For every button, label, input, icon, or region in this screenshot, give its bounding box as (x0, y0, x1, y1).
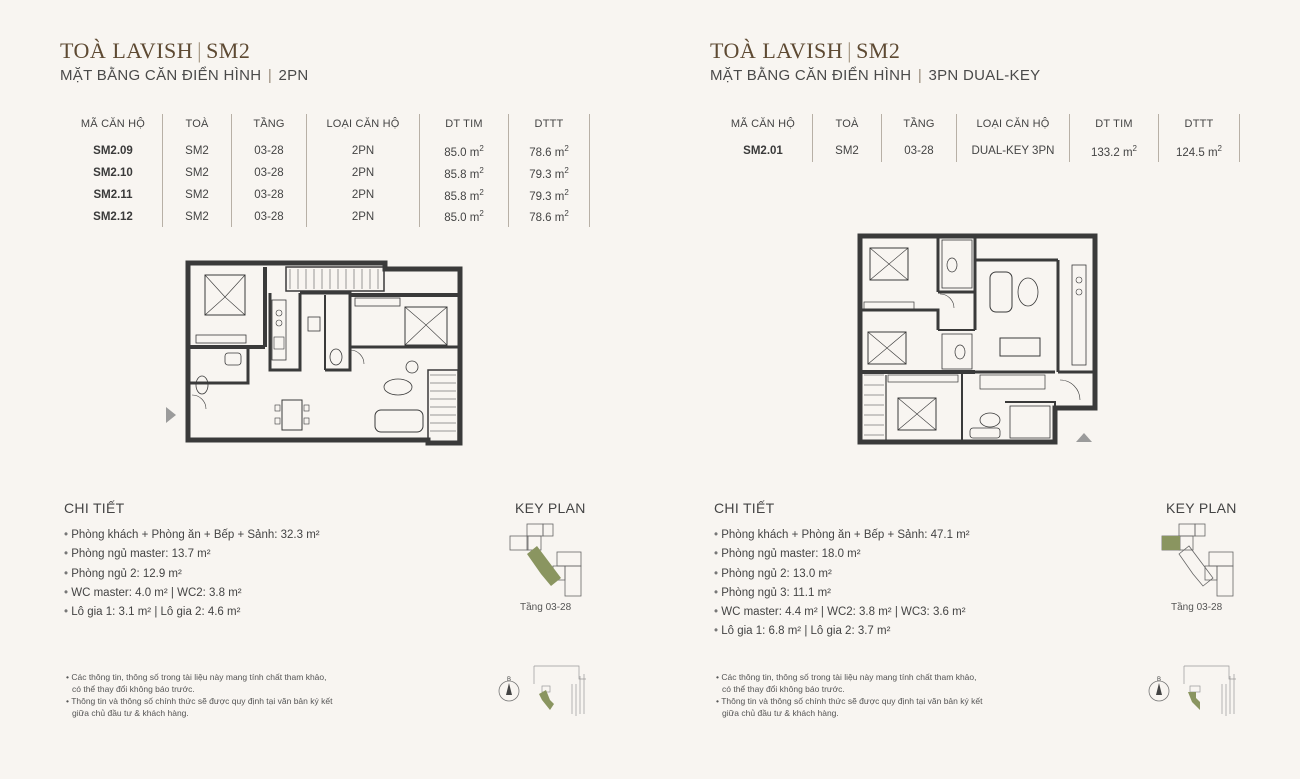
keyplan-highlight-unit (1162, 536, 1180, 550)
col-header-code: MÃ CĂN HỘ (714, 114, 813, 140)
site-plan (494, 664, 594, 722)
sofa (990, 272, 1012, 312)
col-header-tower: TOÀ (813, 114, 882, 140)
note-line: giữa chủ đầu tư & khách hàng. (72, 708, 189, 718)
cell-code: SM2.09 (64, 140, 163, 162)
cell-code: SM2.10 (64, 162, 163, 184)
cell-code: SM2.11 (64, 184, 163, 206)
col-header-unit-type: LOẠI CĂN HỘ (957, 114, 1070, 140)
table-header-row (64, 114, 590, 140)
list-item: • Phòng khách + Phòng ăn + Bếp + Sảnh: 32.3 m² (64, 526, 320, 545)
cell-dttt: 79.3 $m^2$ (509, 184, 590, 206)
subtitle-text: MẶT BẰNG CĂN ĐIỂN HÌNH (710, 67, 912, 84)
bed-master (205, 275, 245, 315)
cell-code: SM2.12 (64, 205, 163, 227)
keyplan-heading: KEY PLAN (1166, 500, 1237, 516)
col-header-dt-tim: DT TIM (420, 114, 509, 140)
entrance-arrow-icon (166, 407, 176, 423)
site-plan (1144, 664, 1244, 722)
kitchen-counter (272, 300, 286, 360)
list-item: • Phòng ngủ master: 18.0 m² (714, 545, 970, 564)
table-row (714, 140, 1240, 162)
cell-floor: 03-28 (232, 205, 307, 227)
cell-dttt: 124.5 $m^2$ (1159, 140, 1240, 162)
note-line: có thể thay đổi không báo trước. (722, 684, 845, 694)
details-heading: CHI TIẾT (714, 500, 775, 516)
cell-dt-tim: 85.0 $m^2$ (420, 205, 509, 227)
entrance-arrow-icon (1076, 433, 1092, 442)
cell-code: SM2.01 (714, 140, 813, 162)
units-table (64, 114, 590, 227)
dining-table (1000, 338, 1040, 356)
col-header-floor: TẦNG (882, 114, 957, 140)
title-building: TOÀ LAVISH (710, 38, 844, 63)
list-item: • Phòng ngủ 2: 12.9 m² (64, 565, 320, 584)
keyplan-diagram (505, 522, 587, 600)
col-header-floor: TẦNG (232, 114, 307, 140)
cell-type: 2PN (307, 162, 420, 184)
page-title: TOÀ LAVISH | SM2 (60, 38, 251, 63)
col-header-code: MÃ CĂN HỘ (64, 114, 163, 140)
cell-tower: SM2 (813, 140, 882, 162)
col-header-unit-type: LOẠI CĂN HỘ (307, 114, 420, 140)
floor-plan-2pn (160, 255, 470, 450)
cell-tower: SM2 (163, 140, 232, 162)
page-subtitle: MẶT BẰNG CĂN ĐIỂN HÌNH | 2PN (60, 67, 309, 84)
table-row (64, 205, 590, 227)
right-panel (650, 0, 1300, 779)
details-heading: CHI TIẾT (64, 500, 125, 516)
cell-type: 2PN (307, 184, 420, 206)
col-header-dttt: DTTT (1159, 114, 1240, 140)
subtitle-unit-type: 3PN DUAL-KEY (928, 67, 1041, 84)
sofa (375, 410, 423, 432)
note-line: • Thông tin và thông số chính thức sẽ được quy định tại văn bản ký kết (716, 695, 1016, 707)
units-table (714, 114, 1240, 162)
loggia-top (286, 267, 384, 291)
list-item: • Phòng ngủ 3: 11.1 m² (714, 584, 970, 603)
table-row (64, 184, 590, 206)
cell-floor: 03-28 (232, 184, 307, 206)
cell-tower: SM2 (163, 205, 232, 227)
compass-label: B (1156, 677, 1162, 683)
list-item: • WC master: 4.4 m² | WC2: 3.8 m² | WC3: 3.6 m² (714, 603, 970, 622)
compass-label: B (506, 677, 512, 683)
cell-tower: SM2 (163, 162, 232, 184)
title-tower-code: SM2 (206, 38, 251, 63)
cell-dttt: 79.3 $m^2$ (509, 162, 590, 184)
table-header-row (714, 114, 1240, 140)
page-title: TOÀ LAVISH | SM2 (710, 38, 901, 63)
cell-dt-tim: 85.8 $m^2$ (420, 184, 509, 206)
note-line: • Thông tin và thông số chính thức sẽ được quy định tại văn bản ký kết (66, 695, 366, 707)
cell-type: 2PN (307, 140, 420, 162)
col-header-dttt: DTTT (509, 114, 590, 140)
keyplan-heading: KEY PLAN (515, 500, 586, 516)
table-row (64, 140, 590, 162)
title-tower-code: SM2 (856, 38, 901, 63)
subtitle-text: MẶT BẰNG CĂN ĐIỂN HÌNH (60, 67, 262, 84)
floor-plan-3pn-dual-key (850, 230, 1110, 450)
site-highlight (539, 690, 554, 710)
table-row (64, 162, 590, 184)
outer-wall (860, 236, 1095, 442)
cell-tower: SM2 (163, 184, 232, 206)
col-header-dt-tim: DT TIM (1070, 114, 1159, 140)
keyplan-diagram (1157, 522, 1239, 600)
details-list (64, 526, 320, 622)
list-item: • Lô gia 1: 6.8 m² | Lô gia 2: 3.7 m² (714, 622, 970, 641)
keyplan-floor-label: Tầng 03-28 (520, 602, 572, 613)
cell-dt-tim: 133.2 $m^2$ (1070, 140, 1159, 162)
disclaimer-notes (716, 671, 1016, 719)
list-item: • Phòng ngủ 2: 13.0 m² (714, 565, 970, 584)
cell-floor: 03-28 (882, 140, 957, 162)
kitchen-counter (1072, 265, 1086, 365)
cell-dt-tim: 85.8 $m^2$ (420, 162, 509, 184)
page-subtitle: MẶT BẰNG CĂN ĐIỂN HÌNH | 3PN DUAL-KEY (710, 67, 1041, 84)
list-item: • WC master: 4.0 m² | WC2: 3.8 m² (64, 584, 320, 603)
dining-table (282, 400, 302, 430)
cell-dttt: 78.6 $m^2$ (509, 205, 590, 227)
cell-dt-tim: 85.0 $m^2$ (420, 140, 509, 162)
site-highlight (1188, 692, 1200, 710)
list-item: • Phòng khách + Phòng ăn + Bếp + Sảnh: 47.1 m² (714, 526, 970, 545)
col-header-tower: TOÀ (163, 114, 232, 140)
cell-dttt: 78.6 $m^2$ (509, 140, 590, 162)
note-line: giữa chủ đầu tư & khách hàng. (722, 708, 839, 718)
note-line: • Các thông tin, thông số trong tài liệu này mang tính chất tham khảo, (716, 671, 1016, 683)
disclaimer-notes (66, 671, 366, 719)
cell-type: DUAL-KEY 3PN (957, 140, 1070, 162)
details-list (714, 526, 970, 642)
keyplan-floor-label: Tầng 03-28 (1171, 602, 1223, 613)
note-line: • Các thông tin, thông số trong tài liệu này mang tính chất tham khảo, (66, 671, 366, 683)
subtitle-unit-type: 2PN (278, 67, 309, 84)
list-item: • Phòng ngủ master: 13.7 m² (64, 545, 320, 564)
list-item: • Lô gia 1: 3.1 m² | Lô gia 2: 4.6 m² (64, 603, 320, 622)
title-building: TOÀ LAVISH (60, 38, 194, 63)
cell-type: 2PN (307, 205, 420, 227)
note-line: có thể thay đổi không báo trước. (72, 684, 195, 694)
cell-floor: 03-28 (232, 162, 307, 184)
cell-floor: 03-28 (232, 140, 307, 162)
